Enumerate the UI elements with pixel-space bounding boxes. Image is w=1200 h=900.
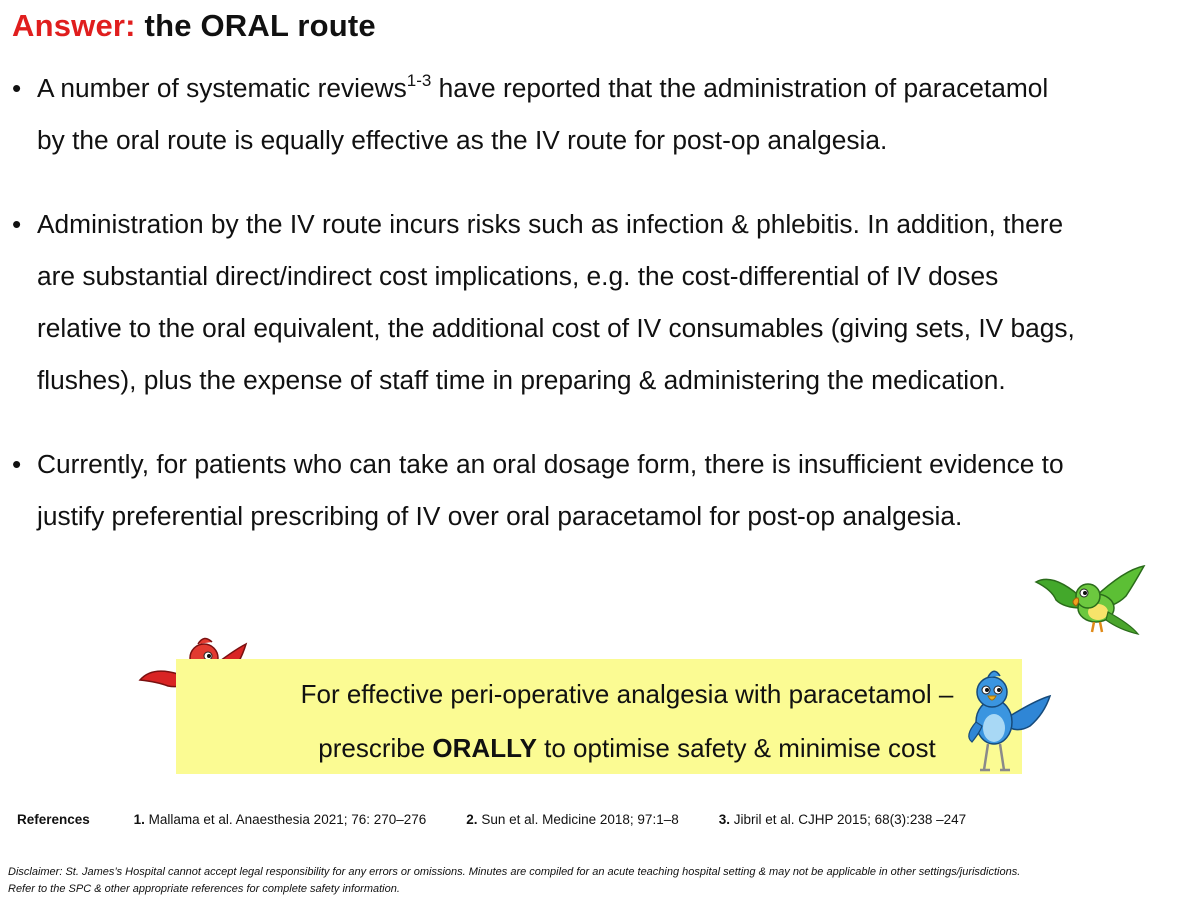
key-message-callout: [176, 659, 1022, 774]
disclaimer: [8, 864, 1020, 898]
callout-emphasis: ORALLY: [432, 733, 537, 763]
bullet-item: [10, 198, 1190, 406]
bullet-text: have reported that the administration of paracetamol: [431, 73, 1049, 103]
callout-line-2: [204, 733, 1050, 764]
callout-text: prescribe: [318, 733, 433, 763]
bullet-list: [10, 62, 1190, 542]
bullet-marker: •: [12, 209, 22, 239]
bullet-line: [37, 62, 1190, 114]
reference-item: [719, 812, 966, 827]
bullet-line: relative to the oral equivalent, the additional cost of IV consumables (giving sets, IV bags,: [37, 313, 1075, 343]
bullet-line: justify preferential prescribing of IV over oral paracetamol for post-op analgesia.: [37, 501, 963, 531]
answer-label: Answer:: [12, 8, 136, 43]
bullet-line: by the oral route is equally effective as the IV route for post-op analgesia.: [37, 125, 888, 155]
bullet-marker: •: [12, 73, 22, 103]
bullet-line: flushes), plus the expense of staff time in preparing & administering the medication.: [37, 365, 1006, 395]
reference-number: 1.: [133, 812, 145, 827]
blue-bird-illustration: [950, 666, 1054, 778]
reference-number: 2.: [466, 812, 478, 827]
citation-superscript: 1-3: [406, 71, 432, 90]
reference-item: [466, 812, 678, 827]
disclaimer-line-2: Refer to the SPC & other appropriate references for complete safety information.: [8, 883, 400, 895]
reference-text: Sun et al. Medicine 2018; 97:1–8: [481, 812, 679, 827]
reference-number: 3.: [718, 812, 730, 827]
bullet-marker: •: [12, 449, 22, 479]
reference-item: [134, 812, 427, 827]
references-line: [17, 812, 966, 827]
bullet-item: [10, 438, 1190, 542]
callout-text: to optimise safety & minimise cost: [536, 733, 936, 763]
disclaimer-line-1: Disclaimer: St. James’s Hospital cannot accept legal responsibility for any errors or omissions. Minutes are compiled for an acute teaching hospital setting & may not be applicable in other settings/jurisdictions.: [8, 866, 1021, 878]
title-text: the ORAL route: [144, 8, 376, 43]
bullet-line: Currently, for patients who can take an oral dosage form, there is insufficient evidence to: [37, 449, 1064, 479]
bullet-text: A number of systematic reviews: [37, 73, 407, 103]
bullet-item: [10, 62, 1190, 166]
reference-text: Mallama et al. Anaesthesia 2021; 76: 270–276: [148, 812, 427, 827]
reference-text: Jibril et al. CJHP 2015; 68(3):238 –247: [733, 812, 967, 827]
references-label: References: [17, 812, 90, 827]
bullet-line: are substantial direct/indirect cost implications, e.g. the cost-differential of IV doses: [37, 261, 999, 291]
slide-title: [12, 8, 376, 44]
bullet-line: Administration by the IV route incurs risks such as infection & phlebitis. In addition, there: [37, 209, 1064, 239]
green-bird-illustration: [1034, 562, 1146, 642]
callout-line-1: For effective peri-operative analgesia with paracetamol –: [300, 679, 954, 709]
